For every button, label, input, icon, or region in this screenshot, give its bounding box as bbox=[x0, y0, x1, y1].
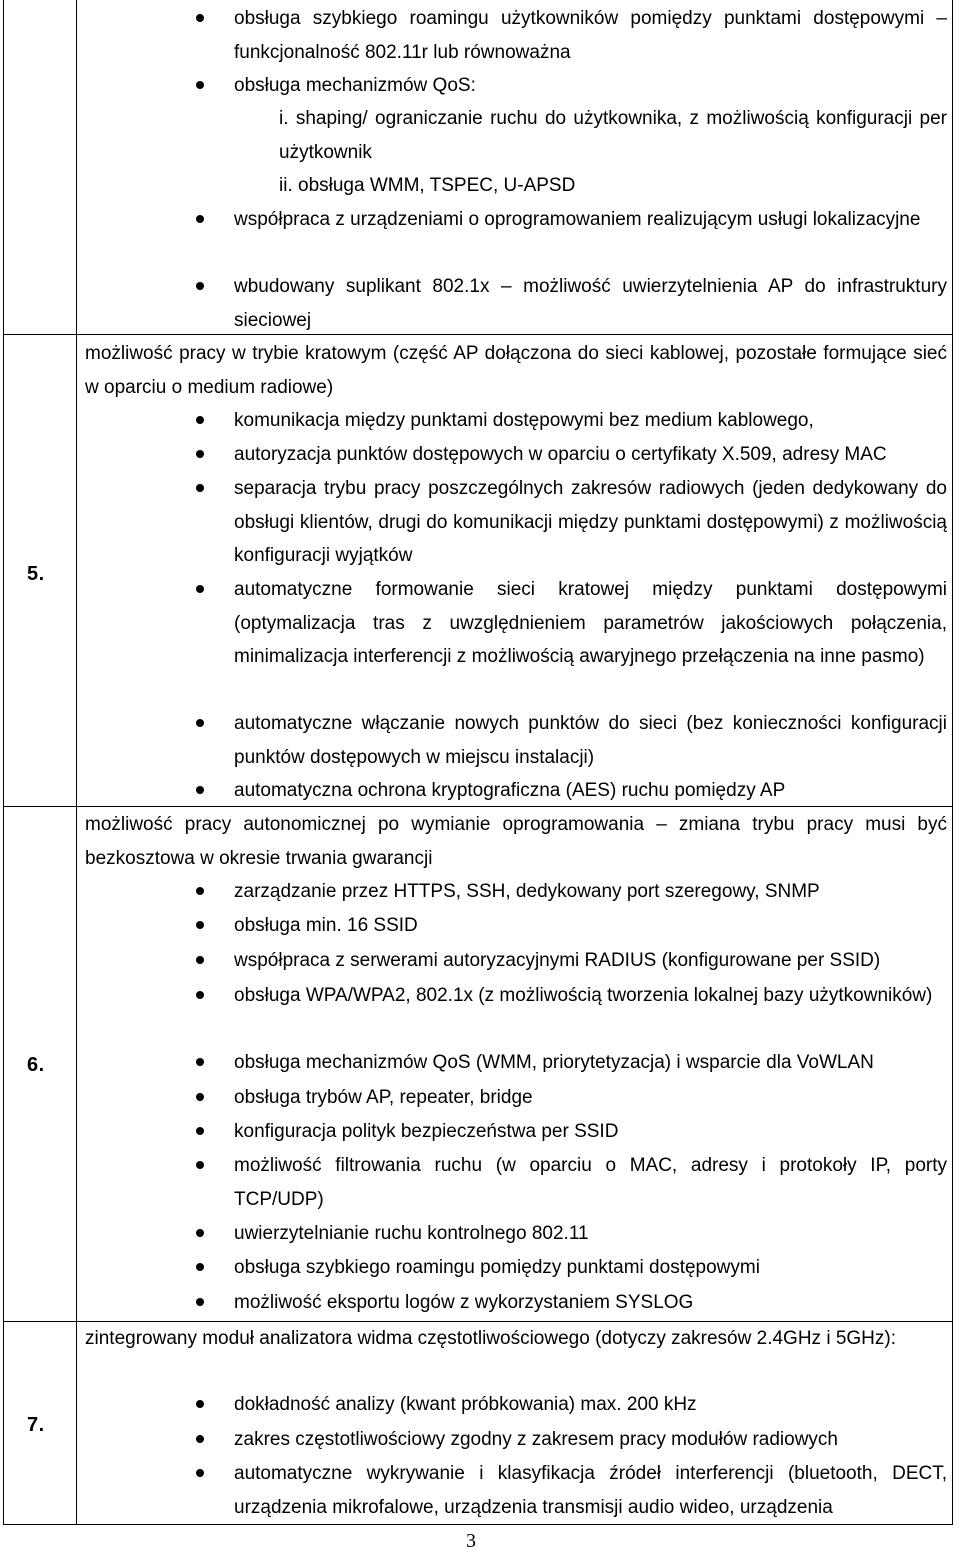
list-item: obsługa szybkiego roamingu pomiędzy punktami dostępowymi bbox=[234, 1257, 760, 1278]
bullet-icon bbox=[196, 1469, 204, 1477]
list-item: obsługa WPA/WPA2, 802.1x (z możliwością tworzenia lokalnej bazy użytkowników) bbox=[234, 985, 933, 1006]
page-number: 3 bbox=[466, 1530, 476, 1552]
list-item: dokładność analizy (kwant próbkowania) max. 200 kHz bbox=[234, 1394, 697, 1415]
list-item: współpraca z serwerami autoryzacyjnymi RADIUS (konfigurowane per SSID) bbox=[234, 950, 881, 971]
bullet-icon bbox=[196, 1263, 204, 1271]
paragraph: możliwość pracy w trybie kratowym (część AP dołączona do sieci kablowej, pozostałe formujące sieć w oparciu o medium radiowe) bbox=[85, 343, 947, 398]
bullet-icon bbox=[196, 1435, 204, 1443]
bullet-icon bbox=[196, 991, 204, 999]
list-item: obsługa mechanizmów QoS (WMM, priorytetyzacja) i wsparcie dla VoWLAN bbox=[234, 1052, 874, 1073]
sublist-item: i. shaping/ ograniczanie ruchu do użytkownika, z możliwością konfiguracji per użytkownik bbox=[279, 108, 947, 163]
list-item: automatyczne wykrywanie i klasyfikacja źródeł interferencji (bluetooth, DECT, urządzenia mikrofalowe, urządzenia transmisji audio wideo, urządzenia bbox=[234, 1463, 947, 1518]
bullet-icon bbox=[196, 719, 204, 727]
bullet-icon bbox=[196, 484, 204, 492]
bullet-icon bbox=[196, 956, 204, 964]
list-item: uwierzytelnianie ruchu kontrolnego 802.11 bbox=[234, 1223, 589, 1244]
list-item: obsługa min. 16 SSID bbox=[234, 915, 418, 936]
list-item: zarządzanie przez HTTPS, SSH, dedykowany port szeregowy, SNMP bbox=[234, 881, 820, 902]
bullet-icon bbox=[196, 81, 204, 89]
list-item: automatyczne włączanie nowych punktów do sieci (bez konieczności konfiguracji punktów dostępowych w miejscu instalacji) bbox=[234, 713, 947, 768]
list-item: obsługa trybów AP, repeater, bridge bbox=[234, 1087, 533, 1108]
paragraph: możliwość pracy autonomicznej po wymianie oprogramowania – zmiana trybu pracy musi być bezkosztowa w okresie trwania gwarancji bbox=[85, 814, 947, 869]
bullet-icon bbox=[196, 450, 204, 458]
bullet-icon bbox=[196, 921, 204, 929]
bullet-icon bbox=[196, 1093, 204, 1101]
row-number-7: 7. bbox=[27, 1414, 45, 1436]
list-item: obsługa szybkiego roamingu użytkowników pomiędzy punktami dostępowymi – funkcjonalność 802.11r lub równoważna bbox=[234, 8, 947, 63]
paragraph: zintegrowany moduł analizatora widma częstotliwościowego (dotyczy zakresów 2.4GHz i 5GHz): bbox=[85, 1328, 896, 1349]
list-item: możliwość eksportu logów z wykorzystaniem SYSLOG bbox=[234, 1292, 694, 1313]
bullet-icon bbox=[196, 1298, 204, 1306]
row-number-6: 6. bbox=[27, 1054, 45, 1076]
list-item: autoryzacja punktów dostępowych w oparciu o certyfikaty X.509, adresy MAC bbox=[234, 444, 887, 465]
bullet-icon bbox=[196, 14, 204, 22]
bullet-icon bbox=[196, 215, 204, 223]
list-item: obsługa mechanizmów QoS: bbox=[234, 75, 476, 96]
column-divider bbox=[76, 0, 77, 1525]
bullet-icon bbox=[196, 1229, 204, 1237]
row-number-5: 5. bbox=[27, 563, 45, 585]
list-item: współpraca z urządzeniami o oprogramowaniem realizującym usługi lokalizacyjne bbox=[234, 209, 921, 230]
list-item: możliwość filtrowania ruchu (w oparciu o MAC, adresy i protokoły IP, porty TCP/UDP) bbox=[234, 1155, 947, 1210]
bullet-icon bbox=[196, 1127, 204, 1135]
bullet-icon bbox=[196, 887, 204, 895]
list-item: separacja trybu pracy poszczególnych zakresów radiowych (jeden dedykowany do obsługi klientów, drugi do komunikacji między punktami dostępowymi) z możliwością konfiguracji wyjątków bbox=[234, 478, 947, 566]
list-item: automatyczne formowanie sieci kratowej między punktami dostępowymi (optymalizacja tras z uwzględnieniem parametrów jakościowych połączenia, minimalizacja interferencji z możliwością awaryjnego przełączenia na inne pasmo) bbox=[234, 579, 947, 667]
list-item: wbudowany suplikant 802.1x – możliwość uwierzytelnienia AP do infrastruktury sieciowej bbox=[234, 276, 947, 331]
bullet-icon bbox=[196, 1058, 204, 1066]
bullet-icon bbox=[196, 1400, 204, 1408]
list-item: konfiguracja polityk bezpieczeństwa per SSID bbox=[234, 1121, 619, 1142]
list-item: komunikacja między punktami dostępowymi bez medium kablowego, bbox=[234, 410, 814, 431]
list-item: zakres częstotliwościowy zgodny z zakresem pracy modułów radiowych bbox=[234, 1429, 839, 1450]
bullet-icon bbox=[196, 585, 204, 593]
bullet-icon bbox=[196, 786, 204, 794]
bullet-icon bbox=[196, 1161, 204, 1169]
bullet-icon bbox=[196, 416, 204, 424]
list-item: automatyczna ochrona kryptograficzna (AES) ruchu pomiędzy AP bbox=[234, 780, 786, 801]
sublist-item: ii. obsługa WMM, TSPEC, U-APSD bbox=[279, 175, 576, 196]
bullet-icon bbox=[196, 282, 204, 290]
